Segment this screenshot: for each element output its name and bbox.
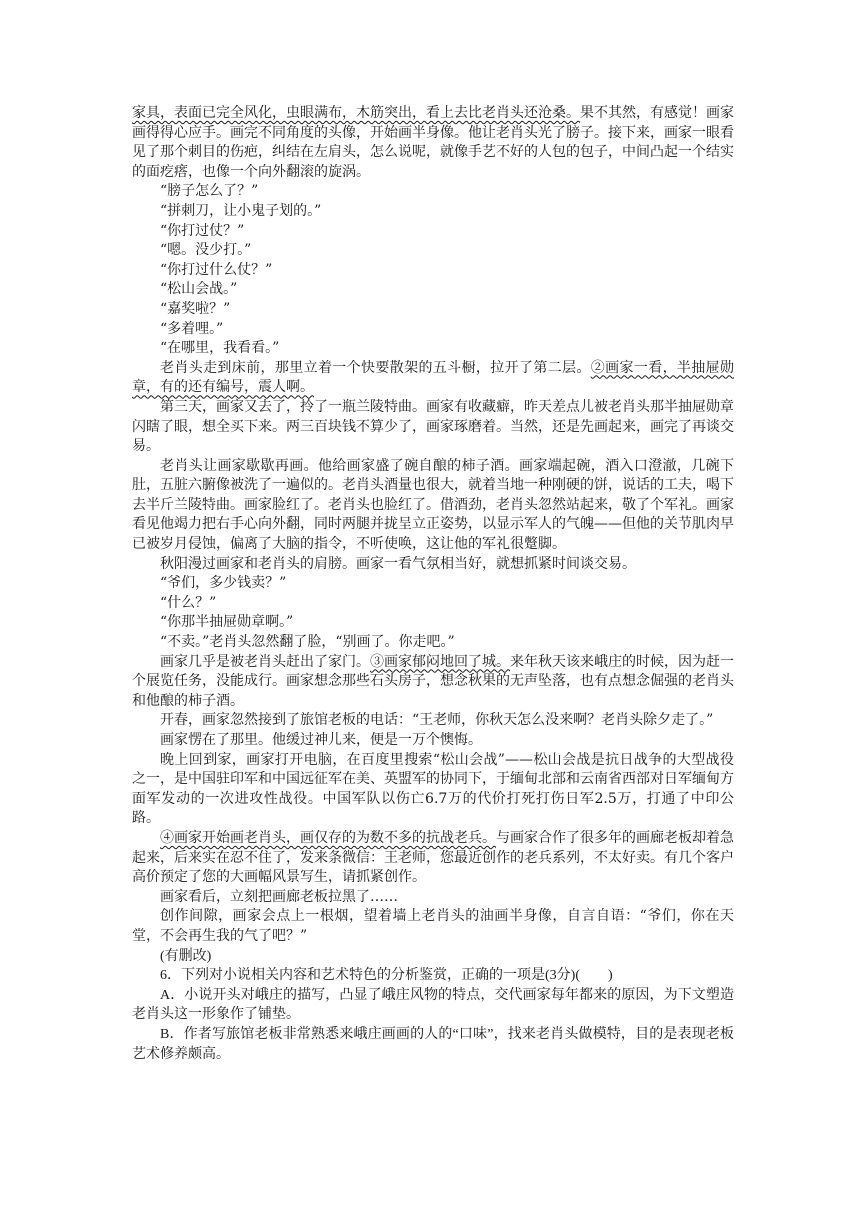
paragraph: 晚上回到家，画家打开电脑，在百度里搜索“松山会战”——松山会战是抗日战争的大型战役之一，是中国驻印军和中国远征军在美、英盟军的协同下，于缅甸北部和云南省西部对日军缅甸方面军发动的一次进攻性战役。中国军队以伤亡6.7万的代价打死打伤日军2.5万，打通了中印公路。 xyxy=(132,751,734,827)
paragraph: 画家愣在了那里。他缓过神儿来，便是一万个懊悔。 xyxy=(160,732,482,748)
dialogue-line: “拼刺刀，让小鬼子划的。” xyxy=(160,202,322,219)
option-a: A．小说开头对峨庄的描写，凸显了峨庄风物的特点，交代画家每年都来的原因，为下文塑造老肖头这一形象作了铺垫。 xyxy=(132,987,734,1023)
dialogue-line: “多着哩。” xyxy=(160,320,224,337)
dialogue-line: “爷们，多少钱卖？” xyxy=(160,575,287,592)
dialogue-line: “你那半抽屉勋章啊。” xyxy=(160,614,294,631)
underlined-sentence-3: ③画家郁闷地回了城。 xyxy=(370,653,510,670)
dialogue-line: “膀子怎么了？” xyxy=(160,183,259,200)
paragraph-text: 来年秋天该来峨庄的时候，因为赶一个展览任务，没能成行。画家想念那些石头房子，想念秋果的无声坠落，也有点想念倔强的老肖头和他酿的柿子酒。 xyxy=(132,653,734,709)
paragraph-text: 果不其然，有感觉！画家画得得心应手。画完不同角度的头像，开始画半身像。他让老肖头光了膀子。接下来，画家一眼看见了那个刺目的伤疤，纠结在左肩头，怎么说呢，就像手艺不好的人包的包子，中间凸起一个结实的面疙瘩，也像一个向外翻滚的旋涡。 xyxy=(132,105,734,180)
paragraph: 画家看后，立刻把画廊老板拉黑了…… xyxy=(160,888,398,905)
paragraph-text: 画家几乎是被老肖头赶出了家门。 xyxy=(160,653,370,670)
dialogue-line: “不卖。”老肖头忽然翻了脸，“别画了。你走吧。” xyxy=(160,634,455,651)
paragraph: 创作间隙，画家会点上一根烟，望着墙上老肖头的油画半身像，自言自语：“爷们，你在天堂，不会再生我的气了吧？” xyxy=(132,908,734,944)
dialogue-line: “在哪里，我看看。” xyxy=(160,340,280,357)
option-b: B．作者写旅馆老板非常熟悉来峨庄画画的人的“口味”，找来老肖头做模特，目的是表现老板艺术修养颇高。 xyxy=(132,1026,734,1062)
dialogue-line: “你打过什么仗？” xyxy=(160,261,273,278)
story-text xyxy=(132,104,734,1064)
paragraph xyxy=(132,359,734,398)
paragraph-text: 与画家合作了很多年的画廊老板却着急起来，后来实在忍不住了，发来条微信：王老师，您最近创作的老兵系列，不太好卖。有几个客户高价预定了您的大画幅风景写生，请抓紧创作。 xyxy=(132,829,734,886)
dialogue-line: “嘉奖啦？” xyxy=(160,300,231,317)
paragraph xyxy=(132,653,734,712)
paragraph: 开春，画家忽然接到了旅馆老板的电话：“王老师，你秋天怎么没来啊？老肖头除夕走了。” xyxy=(160,712,714,729)
dialogue-line: “什么？” xyxy=(160,594,217,611)
underlined-sentence-2: ②画家一看，半抽屉勋章，有的还有编号，震人啊。 xyxy=(132,359,735,396)
paragraph xyxy=(132,104,734,182)
dialogue-block-2 xyxy=(132,574,734,652)
underlined-sentence-1: 家具，表面已完全风化，虫眼满布，木筋突出，看上去比老肖头还沧桑。 xyxy=(132,105,580,121)
paragraph xyxy=(132,829,734,888)
underlined-sentence-4: ④画家开始画老肖头，画仅存的为数不多的抗战老兵。 xyxy=(160,829,496,846)
source-note: (有删改) xyxy=(160,948,212,964)
dialogue-block-1 xyxy=(132,182,734,358)
dialogue-line: “嗯。没少打。” xyxy=(160,242,252,259)
paragraph-text: 老肖头走到床前，那里立着一个快要散架的五斗橱，拉开了第二层。 xyxy=(160,359,591,376)
paragraph: 老肖头让画家歇歇再画。他给画家盛了碗自酿的柿子酒。画家端起碗，酒入口澄澈，几碗下肚，五脏六腑像被洗了一遍似的。老肖头酒量也很大，就着当地一种刚硬的饼，说话的工夫，喝下去半斤兰陵特曲。画家脸红了。老肖头也脸红了。借酒劲，老肖头忽然站起来，敬了个军礼。画家看见他竭力把右手心向外翻，同时两腿并拢呈立正姿势，以显示军人的气魄——但他的关节肌肉早已被岁月侵蚀，偏离了大脑的指令，不听使唤，这让他的军礼很蹩脚。 xyxy=(132,457,734,553)
paragraph: 秋阳漫过画家和老肖头的肩膀。画家一看气氛相当好，就想抓紧时间谈交易。 xyxy=(160,555,636,572)
dialogue-line: “松山会战。” xyxy=(160,281,238,298)
question-stem: 6．下列对小说相关内容和艺术特色的分析鉴赏，正确的一项是(3分)( ) xyxy=(160,968,613,984)
question-6 xyxy=(132,966,734,1064)
paragraph: 第三天，画家又去了，拎了一瓶兰陵特曲。画家有收藏癖，昨天差点儿被老肖头那半抽屉勋章闪瞎了眼，想全买下来。两三百块钱不算少了，画家琢磨着。当然，还是先画起来，画完了再谈交易。 xyxy=(132,398,734,455)
dialogue-line: “你打过仗？” xyxy=(160,222,245,239)
